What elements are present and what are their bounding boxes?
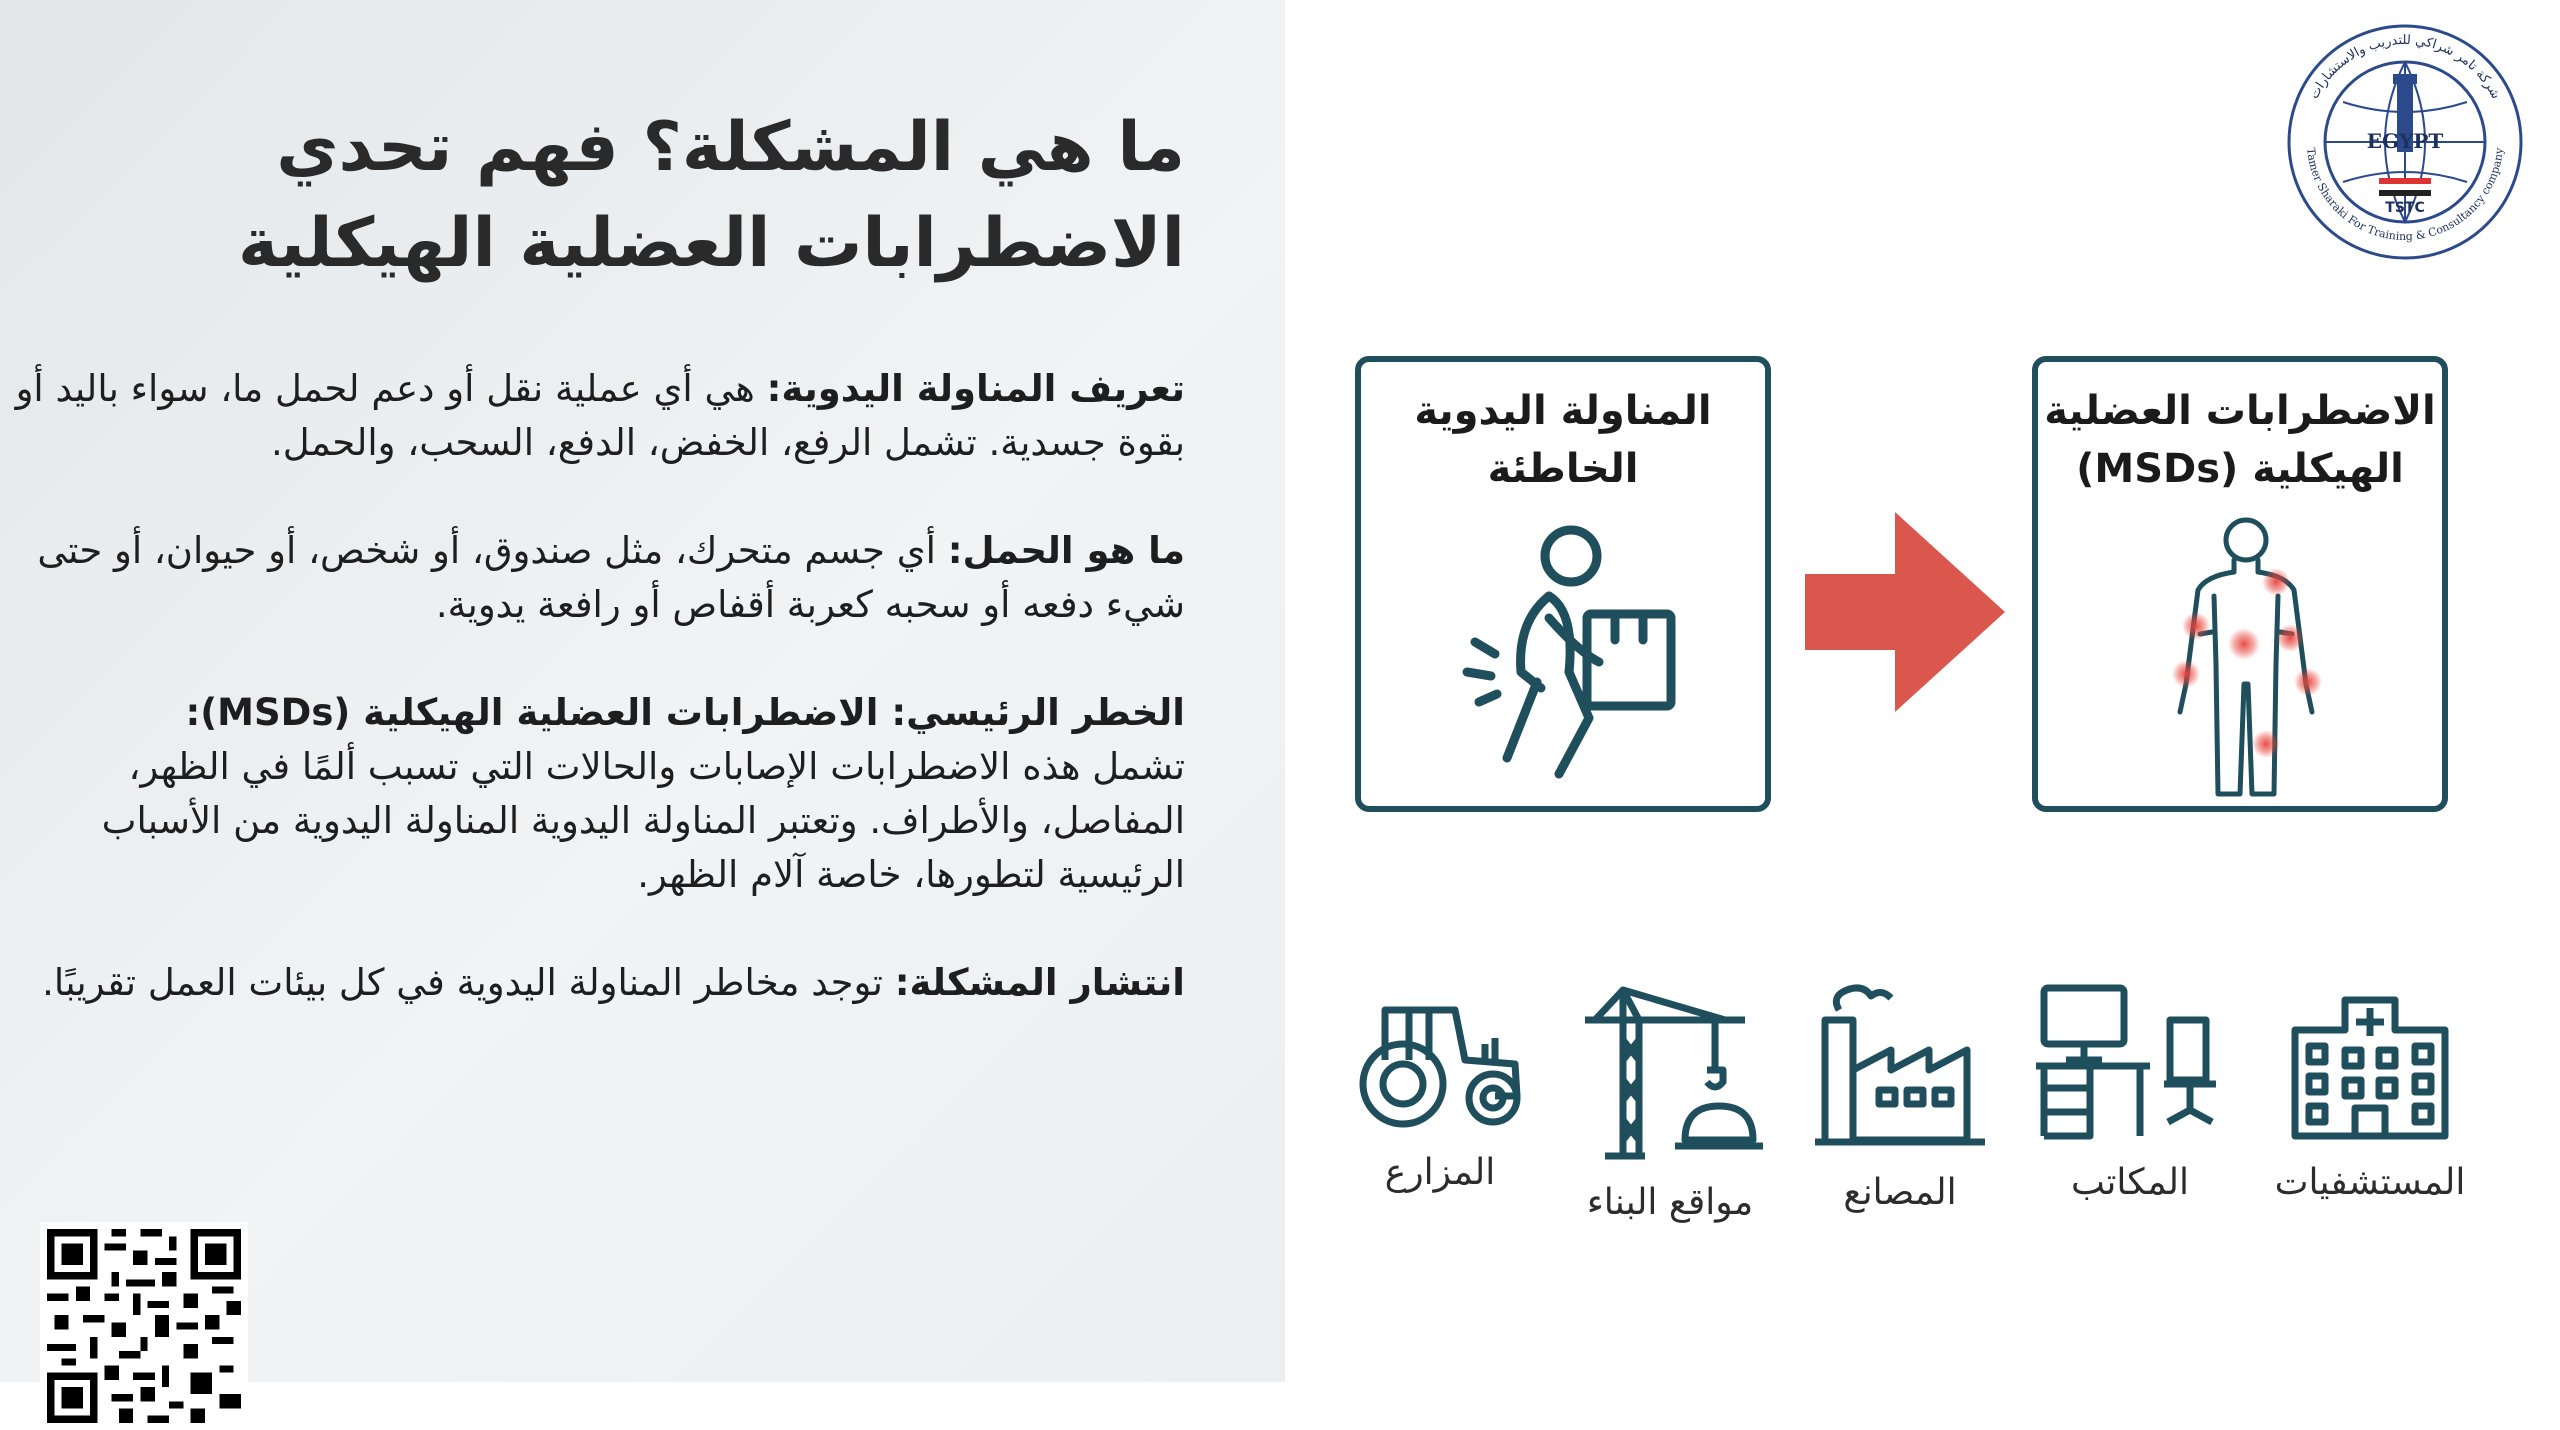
qr-code[interactable] (40, 1222, 248, 1430)
factory-icon (1805, 980, 1995, 1150)
causation-arrow-icon (1805, 512, 2005, 712)
workplace-factories (1790, 980, 2010, 1213)
workplace-label: مواقع البناء (1586, 1182, 1754, 1223)
worker-lifting-box-icon (1449, 522, 1689, 792)
hospital-icon (2275, 980, 2465, 1140)
paragraph-text: تشمل هذه الاضطرابات الإصابات والحالات التي تسبب ألمًا في الظهر، المفاصل، والأطراف. وتعتبر المناولة اليدوية المناولة اليدوية من الأسباب الرئيسية لتطورها، خاصة آلام الظهر. (101, 745, 1185, 896)
paragraph-definition (5, 362, 1185, 470)
paragraph-heading: انتشار المشكلة: (894, 961, 1185, 1004)
effect-title-line2: الهيكلية (MSDs) (2076, 446, 2404, 492)
paragraph-load (5, 524, 1185, 632)
paragraph-text: أي جسم متحرك، مثل صندوق، أو شخص، أو حيوان، أو حتى شيء دفعه أو سحبه كعربة أقفاص أو رافعة يدوية. (37, 529, 1185, 626)
effect-box (2032, 356, 2448, 812)
effect-title-line1: الاضطرابات العضلية (2044, 388, 2436, 434)
page-title-line1: ما هي المشكلة؟ فهم تحدي (276, 108, 1185, 187)
paragraph-heading: ما هو الحمل: (947, 529, 1185, 572)
paragraph-heading: تعريف المناولة اليدوية: (766, 367, 1185, 410)
workplace-hospitals (2260, 980, 2480, 1203)
cause-box (1355, 356, 1771, 812)
workplace-offices (2020, 980, 2240, 1203)
paragraph-main-risk (5, 686, 1185, 902)
tractor-icon (1345, 980, 1535, 1130)
paragraph-heading: الخطر الرئيسي: الاضطرابات العضلية الهيكلية (MSDs): (185, 691, 1185, 734)
workplace-construction-sites (1560, 980, 1780, 1223)
company-logo (2285, 22, 2525, 262)
page-title-line2: الاضطرابات العضلية الهيكلية (237, 204, 1185, 283)
page-title (85, 100, 1185, 292)
office-desk-icon (2030, 980, 2230, 1140)
workplaces-row (1330, 980, 2530, 1260)
workplace-farms (1330, 980, 1550, 1193)
human-body-pain-points-icon (2156, 514, 2336, 804)
workplace-label: المصانع (1843, 1172, 1957, 1213)
logo-abbr-text: TSTC (2385, 200, 2425, 216)
workplace-label: المكاتب (2070, 1162, 2189, 1203)
cause-box-title (1361, 382, 1765, 498)
logo-country-text: EGYPT (2366, 129, 2444, 153)
paragraph-prevalence (5, 956, 1185, 1010)
effect-box-title (2038, 382, 2442, 498)
paragraph-text: هي أي عملية نقل أو دعم لحمل ما، سواء باليد أو بقوة جسدية. تشمل الرفع، الخفض، الدفع، السحب، والحمل. (15, 367, 1185, 464)
logo-ring-english: Tamer Sharaki For Training & Consultancy company (2304, 147, 2506, 244)
cause-title-line1: المناولة اليدوية (1414, 388, 1712, 434)
workplace-label: المزارع (1384, 1152, 1496, 1193)
paragraph-text: توجد مخاطر المناولة اليدوية في كل بيئات العمل تقريبًا. (42, 961, 883, 1004)
construction-crane-icon (1575, 980, 1765, 1160)
content-body (5, 362, 1185, 1064)
cause-title-line2: الخاطئة (1487, 446, 1639, 492)
workplace-label: المستشفيات (2274, 1162, 2466, 1203)
logo-ring-arabic: شركة تامر شراكي للتدريب والاستشارات (2306, 33, 2504, 102)
